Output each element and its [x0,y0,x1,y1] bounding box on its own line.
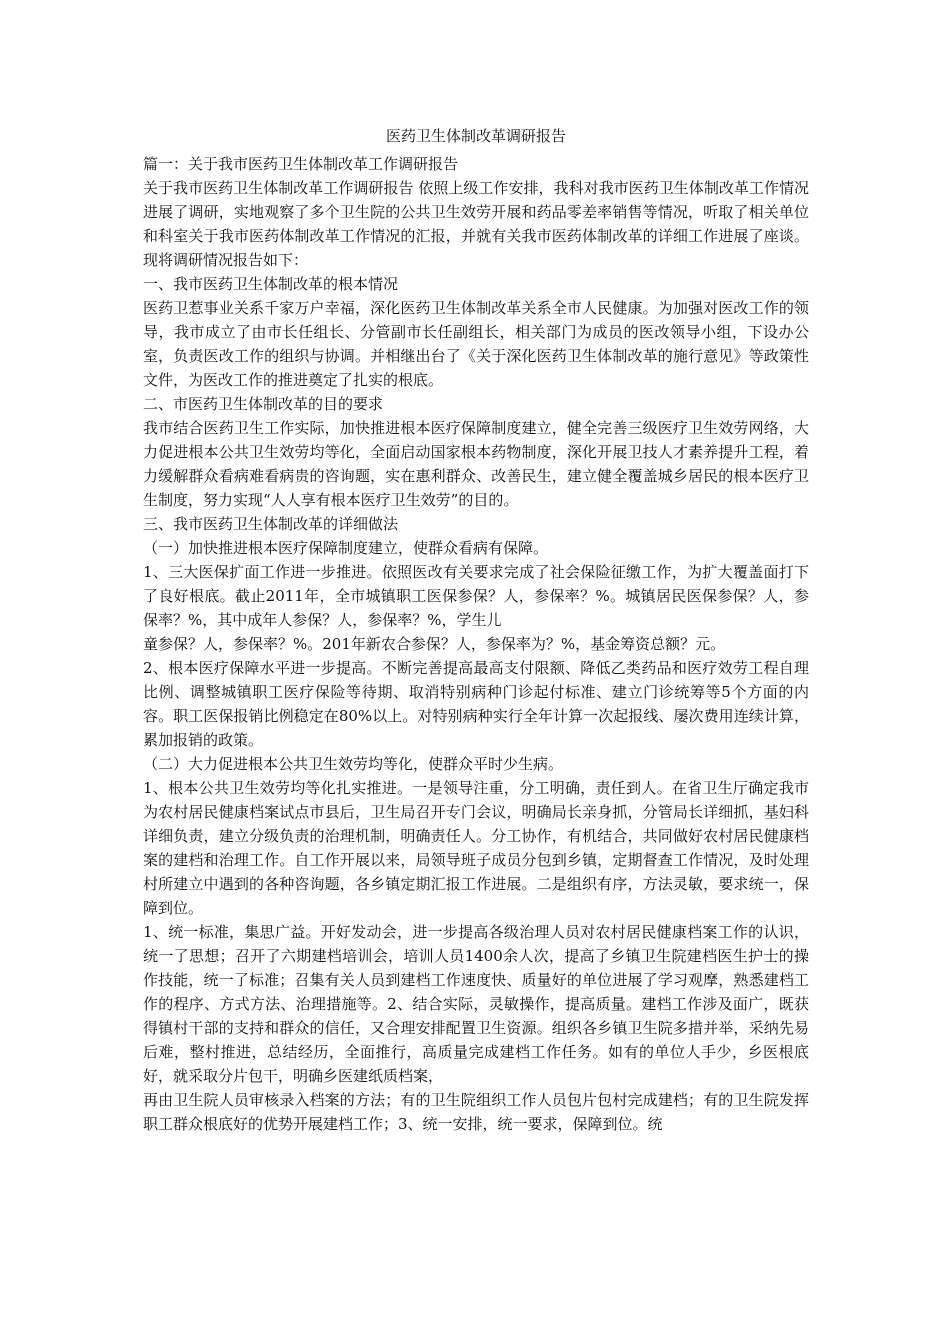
subsection-heading: （二）大力促进根本公共卫生效劳均等化，使群众平时少生病。 [143,755,564,773]
paragraph: 童参保？人，参保率？%。201年新农合参保？人，参保率为？%，基金筹资总额？元。 [143,635,726,653]
paragraph: 2、根本医疗保障水平进一步提高。不断完善提高最高支付限额、降低乙类药品和医疗效劳工程自理比例、调整城镇职工医疗保险等待期、取消特别病种门诊起付标准、建立门诊统筹等5个方面的内容。职工医保报销比例稳定在80%以上。对特别病种实行全年计算一次起报线、屡次费用连续计算，累加报销的政策。 [143,659,809,749]
paragraph: 1、根本公共卫生效劳均等化扎实推进。一是领导注重，分工明确，责任到人。在省卫生厅确定我市为农村居民健康档案试点市县后，卫生局召开专门会议，明确局长亲身抓，分管局长详细抓，基妇科详细负责，建立分级负责的治理机制，明确责任人。分工协作，有机结合，共同做好农村居民健康档案的建档和治理工作。自工作开展以来，局领导班子成员分包到乡镇，定期督查工作情况，及时处理村所建立中遇到的各种咨询题，各乡镇定期汇报工作进展。二是组织有序，方法灵敏，要求统一，保障到位。 [143,779,809,917]
section-heading: 一、我市医药卫生体制改革的根本情况 [143,275,399,293]
paragraph: 再由卫生院人员审核录入档案的方法；有的卫生院组织工作人员包片包村完成建档；有的卫生院发挥职工群众根底好的优势开展建档工作；3、统一安排，统一要求，保障到位。统 [143,1091,809,1133]
paragraph: 1、统一标准，集思广益。开好发动会，进一步提高各级治理人员对农村居民健康档案工作的认识，统一了思想；召开了六期建档培训会，培训人员1400余人次，提高了乡镇卫生院建档医生护士的操作技能，统一了标准；召集有关人员到建档工作速度快、质量好的单位进展了学习观摩，熟悉建档工作的程序、方式方法、治理措施等。2、结合实际，灵敏操作，提高质量。建档工作涉及面广，既获得镇村干部的支持和群众的信任，又合理安排配置卫生资源。组织各乡镇卫生院多措并举，采纳先易后难，整村推进，总结经历，全面推行，高质量完成建档工作任务。如有的单位人手少，乡医根底好，就采取分片包干，明确乡医建纸质档案， [143,923,809,1085]
subsection-heading: （一）加快推进根本医疗保障制度建立，使群众看病有保障。 [143,539,549,557]
paragraph: 医药卫惹事业关系千家万户幸福，深化医药卫生体制改革关系全市人民健康。为加强对医改工作的领导，我市成立了由市长任组长、分管副市长任副组长，相关部门为成员的医改领导小组，下设办公室，负责医改工作的组织与协调。并相继出台了《关于深化医药卫生体制改革的施行意见》等政策性文件，为医改工作的推进奠定了扎实的根底。 [143,299,809,389]
paragraph: 1、三大医保扩面工作进一步推进。依照医改有关要求完成了社会保险征缴工作，为扩大覆盖面打下了良好根底。截止2011年，全市城镇职工医保参保？人，参保率？%。城镇居民医保参保？人，参保率？%，其中成年人参保？人，参保率？%，学生儿 [143,563,809,629]
section-heading: 三、我市医药卫生体制改革的详细做法 [143,515,399,533]
section-heading: 篇一：关于我市医药卫生体制改革工作调研报告 [143,155,459,173]
paragraph: 我市结合医药卫生工作实际，加快推进根本医疗保障制度建立，健全完善三级医疗卫生效劳网络，大力促进根本公共卫生效劳均等化，全面启动国家根本药物制度，深化开展卫技人才素养提升工程，着力缓解群众看病难看病贵的咨询题，实在惠利群众、改善民生，建立健全覆盖城乡居民的根本医疗卫生制度，努力实现“人人享有根本医疗卫生效劳”的目的。 [143,419,809,509]
document-title: 医药卫生体制改革调研报告 [385,127,566,145]
paragraph: 关于我市医药卫生体制改革工作调研报告 依照上级工作安排，我科对我市医药卫生体制改革工作情况进展了调研，实地观察了多个卫生院的公共卫生效劳开展和药品零差率销售等情况，听取了相关单位和科室关于我市医药体制改革工作情况的汇报，并就有关我市医药体制改革的详细工作进展了座谈。现将调研情况报告如下： [143,179,809,269]
section-heading: 二、市医药卫生体制改革的目的要求 [143,395,384,413]
document-page [143,124,809,1136]
